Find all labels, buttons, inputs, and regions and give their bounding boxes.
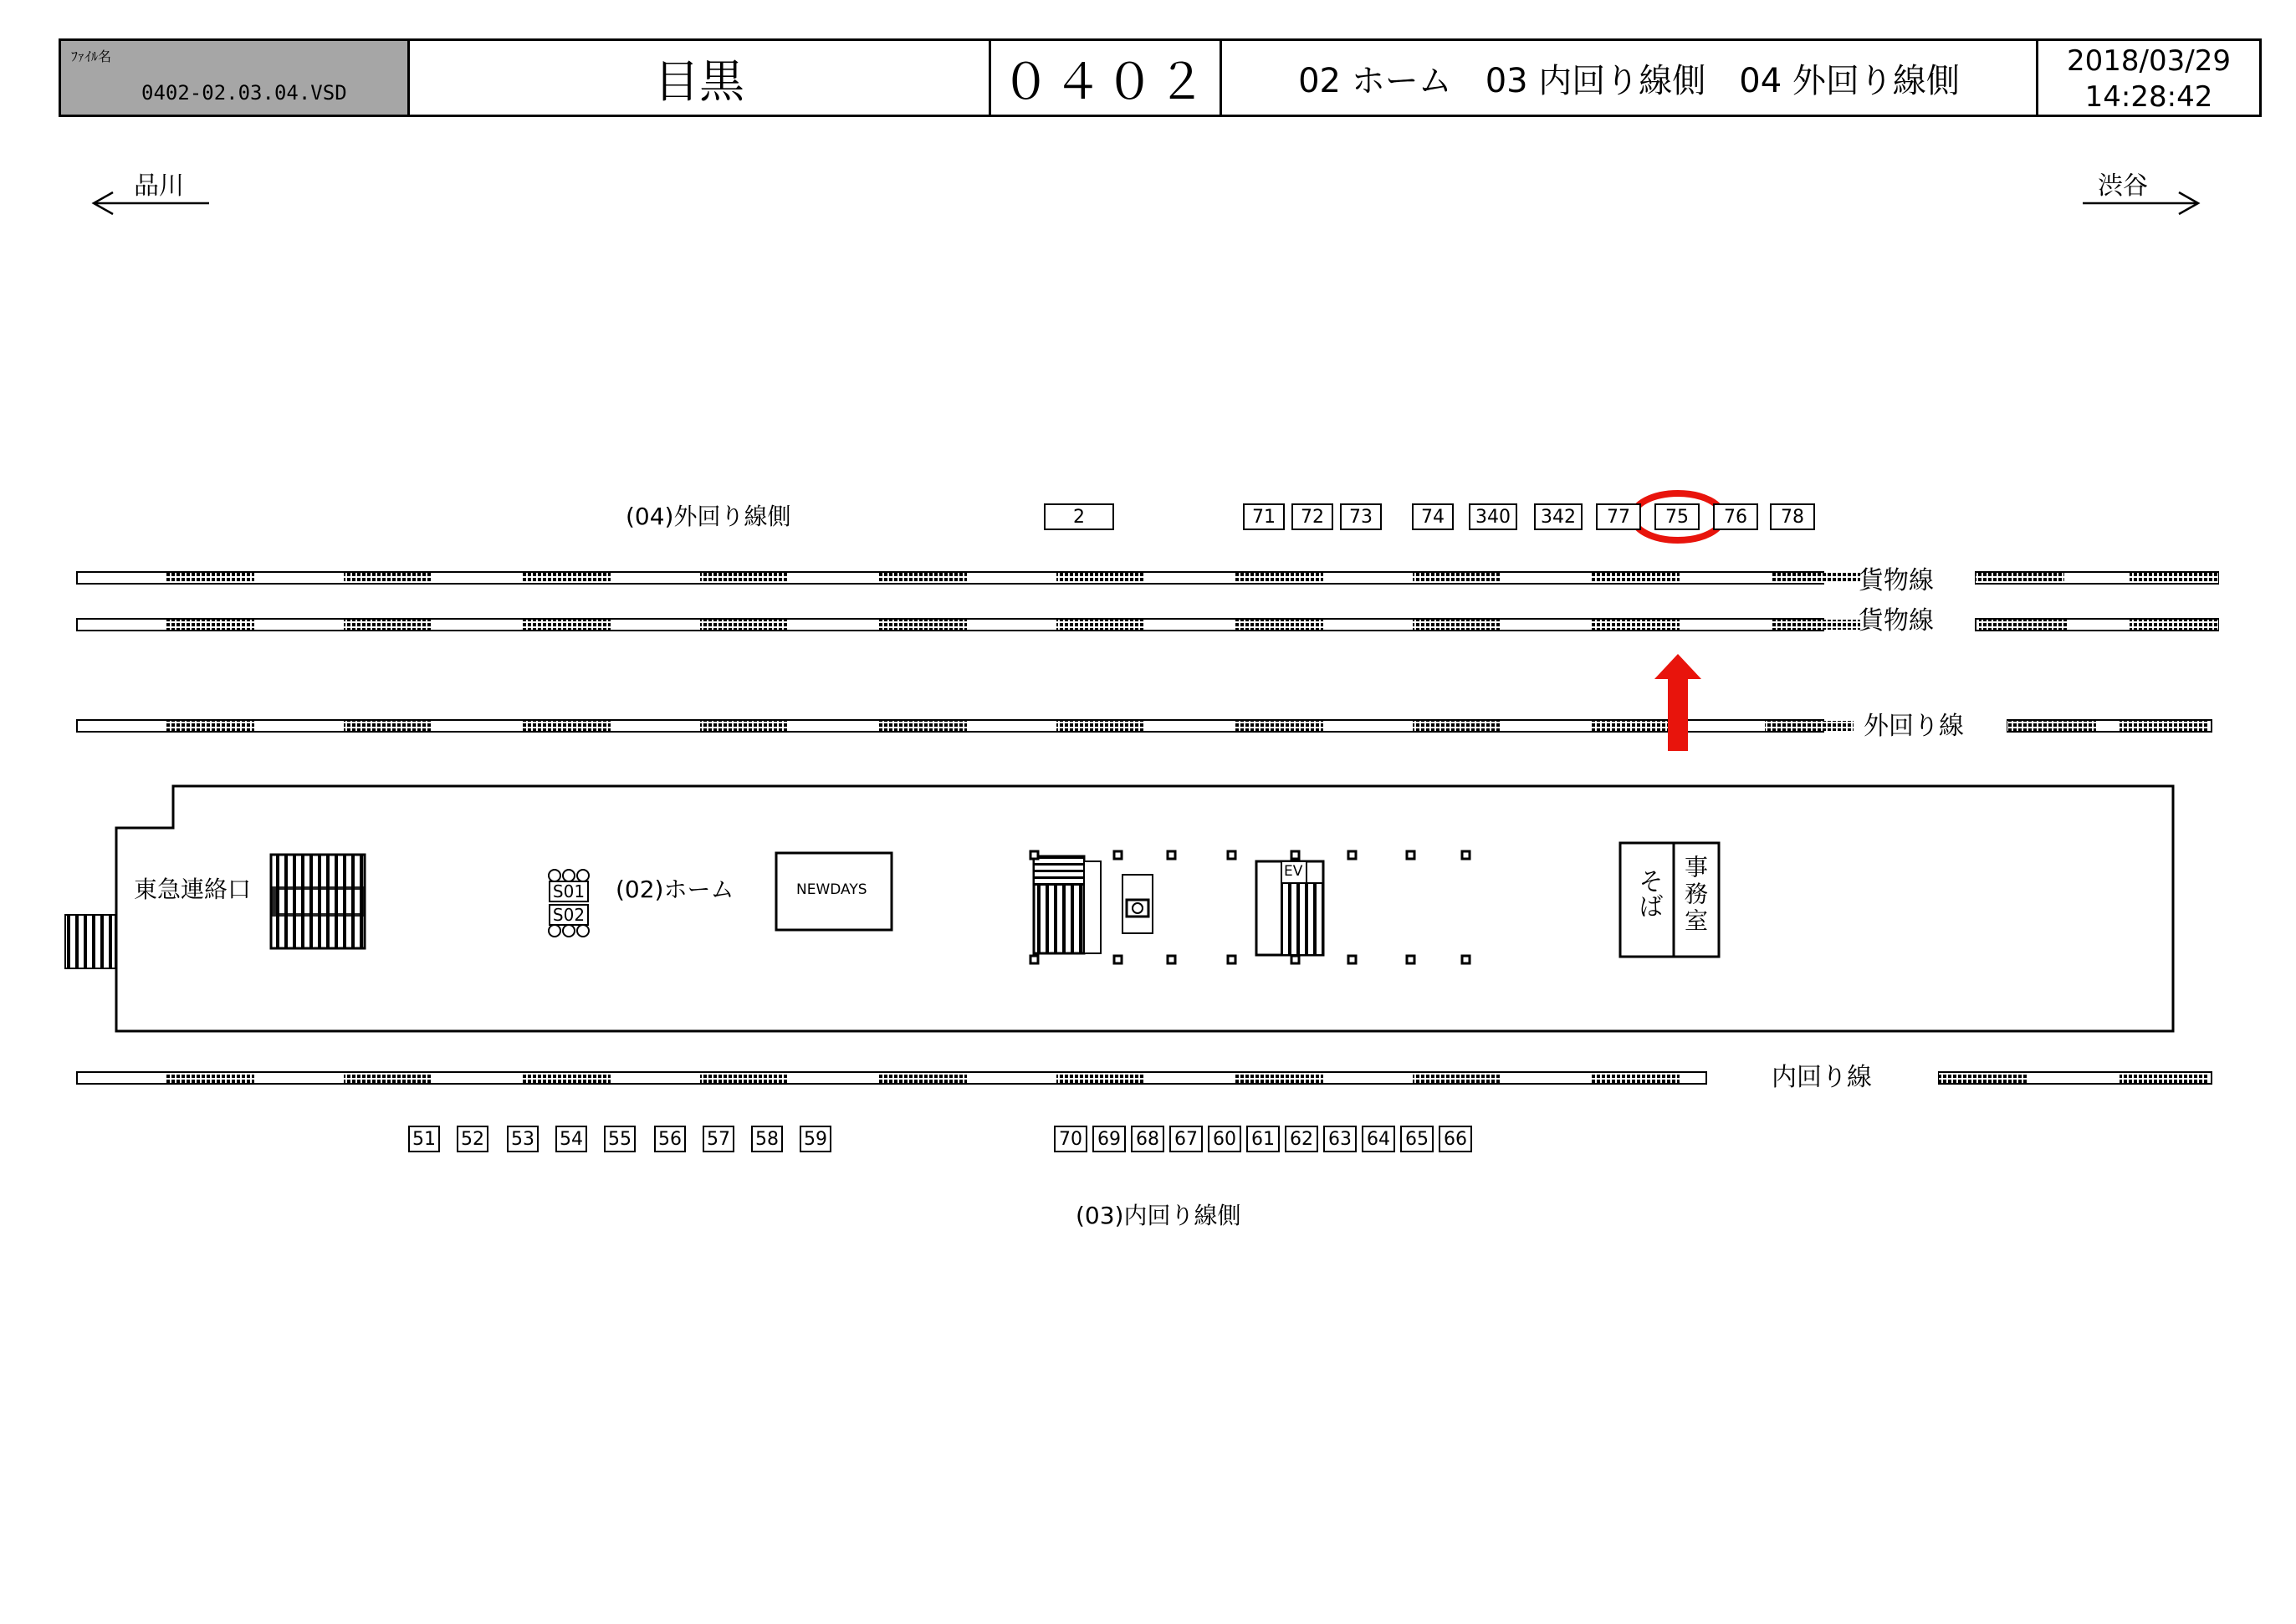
date-text: 2018/03/29: [2067, 44, 2231, 78]
column-marker: [1114, 851, 1122, 859]
track-sleeper-segment: [2120, 1073, 2208, 1083]
column-marker: [1462, 956, 1470, 963]
track-sleeper-segment: [700, 1073, 789, 1083]
ad-box-76: 76: [1713, 503, 1758, 530]
track-sleeper-segment: [1235, 573, 1323, 583]
newdays-label: NEWDAYS: [796, 881, 867, 898]
track-sleeper-segment: [878, 1073, 967, 1083]
outer-side-label: (04)外回り線側: [626, 503, 791, 530]
ad-box-74: 74: [1412, 503, 1454, 530]
track-sleeper-segment: [700, 573, 789, 583]
ad-box-62: 62: [1285, 1126, 1318, 1152]
column-marker: [1291, 851, 1299, 859]
tokyu-connection-stairs: [65, 915, 115, 968]
ad-box-60: 60: [1208, 1126, 1241, 1152]
track-sleeper-segment: [1772, 620, 1860, 630]
ad-box-69: 69: [1092, 1126, 1126, 1152]
stairs-icon: [271, 855, 365, 948]
track-sleeper-segment: [166, 620, 254, 630]
sections-title: 02 ホーム 03 内回り線側 04 外回り線側: [1298, 61, 1960, 100]
track-sleeper-segment: [1413, 721, 1501, 731]
track-sleeper-segment: [700, 721, 789, 731]
ad-box-77: 77: [1596, 503, 1641, 530]
track-sleeper-segment: [522, 573, 611, 583]
tokyu-connection-label: 東急連絡口: [134, 876, 252, 903]
track-sleeper-segment: [1235, 1073, 1323, 1083]
freight-track-label-2: 貨物線: [1859, 606, 1934, 636]
track-sleeper-segment: [1591, 620, 1680, 630]
ad-box-71: 71: [1243, 503, 1285, 530]
track-sleeper-segment: [1235, 620, 1323, 630]
track-sleeper-segment: [522, 1073, 611, 1083]
track-sleeper-segment: [344, 721, 432, 731]
direction-right: 渋谷: [2098, 171, 2148, 201]
escalator-icon: [1034, 856, 1101, 953]
ad-box-342: 342: [1534, 503, 1583, 530]
track-sleeper-segment: [878, 573, 967, 583]
track-sleeper-segment: [1056, 1073, 1145, 1083]
track-sleeper-segment: [1939, 1073, 2028, 1083]
track-sleeper-segment: [700, 620, 789, 630]
ad-box-57: 57: [703, 1126, 734, 1152]
track-sleeper-segment: [2007, 721, 2096, 731]
column-marker: [1348, 956, 1356, 963]
ad-box-72: 72: [1291, 503, 1333, 530]
column-marker: [1228, 956, 1235, 963]
track-sleeper-segment: [1591, 573, 1680, 583]
file-label: ﾌｧｲﾙ名: [71, 49, 112, 64]
ad-box-65: 65: [1400, 1126, 1434, 1152]
track-sleeper-segment: [1413, 620, 1501, 630]
track-sleeper-segment: [2130, 620, 2218, 630]
ad-box-58: 58: [751, 1126, 783, 1152]
track-sleeper-segment: [1056, 721, 1145, 731]
track-sleeper-segment: [344, 1073, 432, 1083]
direction-left: 品川: [134, 171, 184, 201]
track-sleeper-segment: [1591, 1073, 1680, 1083]
track-sleeper-segment: [2130, 573, 2218, 583]
track-sleeper-segment: [1056, 573, 1145, 583]
ad-box-64: 64: [1362, 1126, 1395, 1152]
ad-box-68: 68: [1131, 1126, 1164, 1152]
track-sleeper-segment: [522, 721, 611, 731]
column-marker: [1168, 956, 1175, 963]
s01-box: S01: [549, 881, 589, 902]
clock-icon: [1122, 875, 1153, 933]
column-marker: [1114, 956, 1122, 963]
ad-box-61: 61: [1246, 1126, 1280, 1152]
ad-box-55: 55: [604, 1126, 636, 1152]
column-marker: [1407, 956, 1414, 963]
column-marker: [1030, 956, 1038, 963]
column-marker: [1228, 851, 1235, 859]
track-sleeper-segment: [1591, 721, 1680, 731]
ad-box-78: 78: [1770, 503, 1815, 530]
column-marker: [1462, 851, 1470, 859]
highlight-arrow-icon: [1654, 654, 1701, 751]
ad-box-53: 53: [507, 1126, 539, 1152]
ad-box-2: 2: [1044, 503, 1114, 530]
track-sleeper-segment: [1413, 1073, 1501, 1083]
track-sleeper-segment: [1979, 620, 2068, 630]
track-sleeper-segment: [1976, 573, 2064, 583]
ad-box-70: 70: [1054, 1126, 1087, 1152]
ad-box-56: 56: [654, 1126, 686, 1152]
track-sleeper-segment: [166, 721, 254, 731]
track-sleeper-segment: [1772, 573, 1860, 583]
track-sleeper-segment: [878, 620, 967, 630]
column-marker: [1291, 956, 1299, 963]
track-sleeper-segment: [1413, 573, 1501, 583]
column-marker: [1168, 851, 1175, 859]
ad-box-67: 67: [1169, 1126, 1203, 1152]
inner-side-label: (03)内回り線側: [1076, 1202, 1241, 1229]
ad-box-59: 59: [800, 1126, 831, 1152]
freight-track-label-1: 貨物線: [1859, 566, 1934, 595]
inner-track-label: 内回り線: [1772, 1063, 1872, 1092]
platform-label: (02)ホーム: [616, 876, 734, 903]
track-sleeper-segment: [878, 721, 967, 731]
track-sleeper-segment: [1765, 721, 1854, 731]
office-label: 事務室: [1681, 855, 1709, 935]
track-sleeper-segment: [522, 620, 611, 630]
track-sleeper-segment: [166, 573, 254, 583]
time-text: 14:28:42: [2084, 80, 2213, 114]
ad-box-75: 75: [1654, 503, 1700, 530]
ad-box-51: 51: [408, 1126, 440, 1152]
ev-label: EV: [1284, 863, 1303, 880]
column-marker: [1407, 851, 1414, 859]
file-name: 0402-02.03.04.VSD: [141, 81, 347, 105]
ad-box-54: 54: [555, 1126, 587, 1152]
ad-box-340: 340: [1469, 503, 1517, 530]
track-sleeper-segment: [344, 573, 432, 583]
ad-box-52: 52: [457, 1126, 488, 1152]
track-sleeper-segment: [166, 1073, 254, 1083]
ad-box-73: 73: [1340, 503, 1382, 530]
track-sleeper-segment: [1056, 620, 1145, 630]
track-sleeper-segment: [2120, 721, 2208, 731]
track-sleeper-segment: [1235, 721, 1323, 731]
ad-box-63: 63: [1323, 1126, 1357, 1152]
s02-box: S02: [549, 904, 589, 926]
column-marker: [1030, 851, 1038, 859]
soba-label: そば: [1634, 868, 1663, 918]
outer-track-label: 外回り線: [1864, 712, 1964, 741]
station-code: ０４０２: [1001, 54, 1209, 110]
station-name: 目黒: [654, 54, 744, 108]
track-sleeper-segment: [344, 620, 432, 630]
ad-box-66: 66: [1439, 1126, 1472, 1152]
column-marker: [1348, 851, 1356, 859]
